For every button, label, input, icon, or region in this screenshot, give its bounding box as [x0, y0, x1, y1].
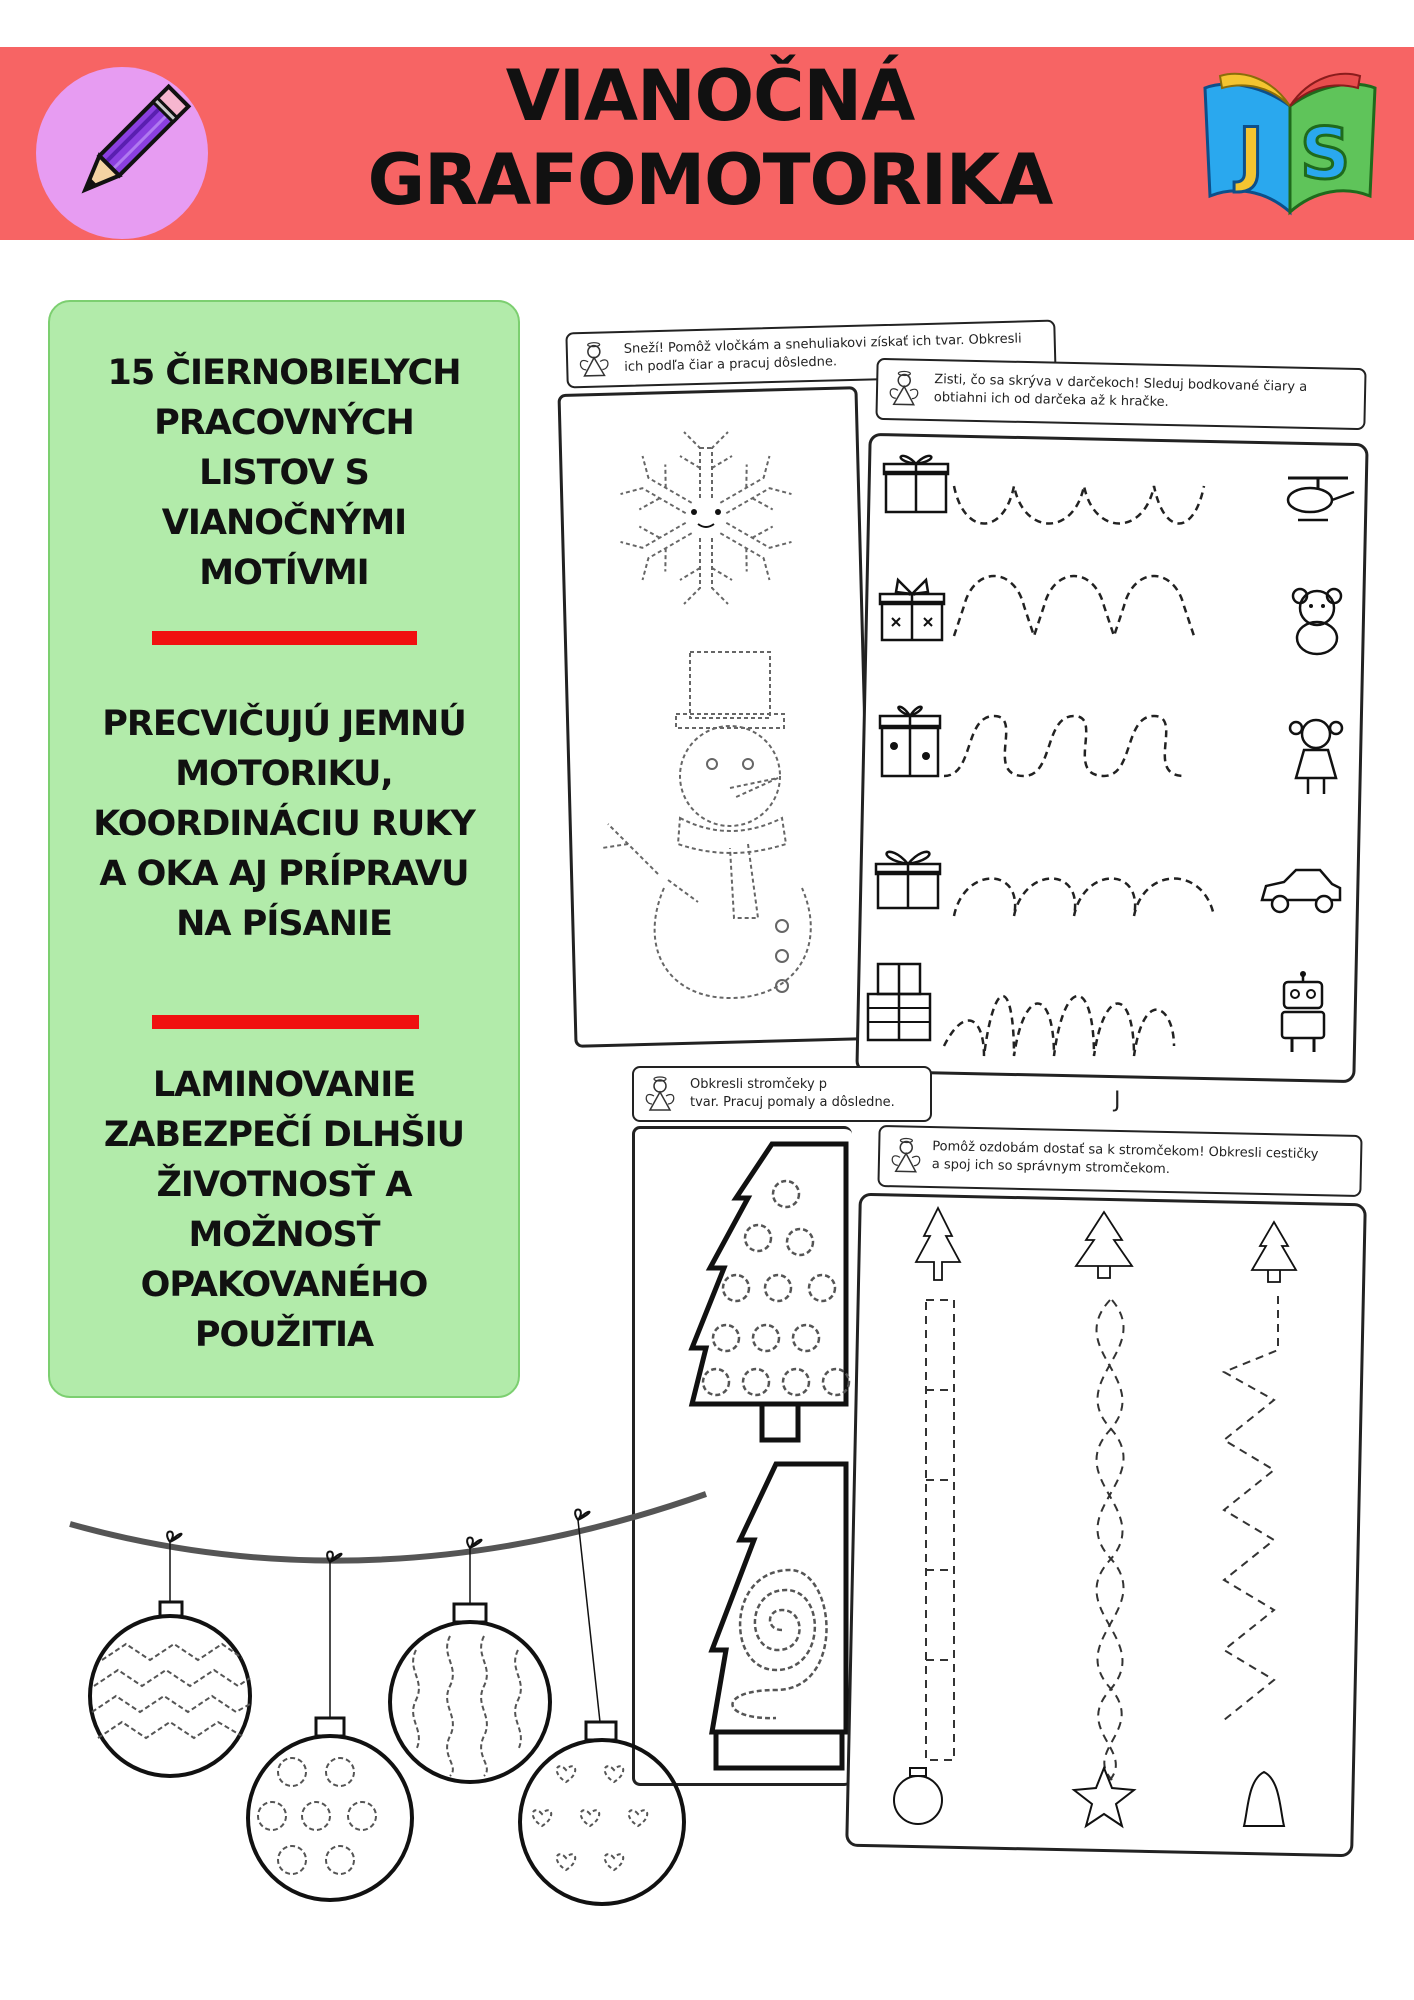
- instruction-line: Zisti, čo sa skrýva v darčekoch! Sleduj bodkované čiary a: [934, 372, 1308, 395]
- doll-icon: [1286, 716, 1346, 798]
- info-line: ŽIVOTNOSŤ A: [156, 1165, 412, 1205]
- info-line: KOORDINÁCIU RUKY: [93, 804, 475, 844]
- info-line: VIANOČNÝMI: [161, 503, 407, 543]
- instruction-line: Sneží! Pomôž vločkám a snehuliakovi získať ich tvar. Obkresli: [623, 331, 1022, 357]
- info-line: LAMINOVANIE: [152, 1065, 416, 1105]
- bauble-chevron: [90, 1532, 250, 1777]
- instruction-line: tvar. Pracuj pomaly a dôsledne.: [690, 1095, 895, 1110]
- tree-circles-icon: [686, 1138, 846, 1450]
- info-line: LISTOV S: [199, 453, 369, 493]
- info-block-lamination: [62, 1060, 506, 1360]
- gift-icon: [882, 450, 950, 516]
- info-line: ZABEZPEČÍ DLHŠIU: [103, 1115, 465, 1155]
- info-line: MOTÍVMI: [199, 553, 369, 593]
- title-line-2: GRAFOMOTORIKA: [367, 139, 1053, 221]
- angel-icon: [642, 1076, 678, 1114]
- helicopter-icon: [1278, 470, 1358, 530]
- teddy-bear-icon: [1284, 586, 1350, 656]
- info-line: MOŽNOSŤ: [188, 1215, 380, 1255]
- robot-icon: [1274, 970, 1332, 1054]
- info-line: PRECVIČUJÚ JEMNÚ: [102, 704, 466, 744]
- instruction-line: obtiahni ich od darčeka až k hračke.: [933, 390, 1169, 410]
- instruction-line: a spoj ich so správnym stromčekom.: [931, 1157, 1171, 1178]
- pencil-icon: [36, 67, 208, 239]
- info-line: MOTORIKU,: [175, 754, 393, 794]
- instruction-line: Obkresli stromčeky p: [690, 1077, 828, 1092]
- angel-icon: [888, 1137, 925, 1176]
- worksheet-instruction: [690, 1076, 930, 1112]
- snowman-icon: [598, 648, 858, 1018]
- angel-icon: [576, 341, 613, 380]
- bauble-circles: [248, 1552, 412, 1901]
- worksheet-instruction: [934, 371, 1355, 416]
- info-line: 15 ČIERNOBIELYCH: [107, 353, 461, 393]
- gift-icon: [870, 838, 946, 910]
- garland-string: [70, 1494, 706, 1561]
- info-line: PRACOVNÝCH: [154, 403, 414, 443]
- info-line: A OKA AJ PRÍPRAVU: [99, 854, 469, 894]
- title-line-1: VIANOČNÁ: [505, 55, 915, 137]
- gift-icon: [876, 700, 944, 780]
- angel-icon: [886, 370, 923, 409]
- ornament-garland: [66, 1480, 716, 1940]
- divider-red: [152, 631, 417, 645]
- info-line: NA PÍSANIE: [176, 904, 392, 944]
- info-line: POUŽITIA: [194, 1315, 374, 1355]
- instruction-line: Pomôž ozdobám dostať sa k stromčekom! Obkresli cestičky: [932, 1139, 1319, 1163]
- page-title: [300, 54, 1120, 222]
- svg-text:S: S: [1300, 113, 1351, 195]
- instruction-box: [632, 1066, 932, 1122]
- worksheet-instruction: [932, 1138, 1363, 1183]
- tree-spiral-icon: [706, 1460, 846, 1780]
- gift-icon: [878, 578, 946, 644]
- info-block-worksheets: [62, 348, 506, 598]
- bauble-hearts: [520, 1510, 684, 1905]
- stacked-gifts-icon: [864, 958, 934, 1044]
- stray-letter: J: [1114, 1088, 1121, 1113]
- toy-car-icon: [1258, 866, 1344, 916]
- book-logo-icon: [1200, 66, 1380, 226]
- instruction-line: ich podľa čiar a pracuj dôsledne.: [624, 354, 838, 375]
- info-block-motor-skills: [62, 699, 506, 949]
- instruction-box: [875, 358, 1366, 430]
- svg-text:J: J: [1238, 113, 1265, 195]
- divider-red: [152, 1015, 419, 1029]
- pencil-badge: [36, 67, 208, 239]
- snowflake-icon: [606, 408, 806, 628]
- instruction-box: [877, 1125, 1362, 1197]
- bauble-waves: [390, 1538, 550, 1783]
- ornament-paths: [864, 1200, 1344, 1840]
- info-line: OPAKOVANÉHO: [140, 1265, 428, 1305]
